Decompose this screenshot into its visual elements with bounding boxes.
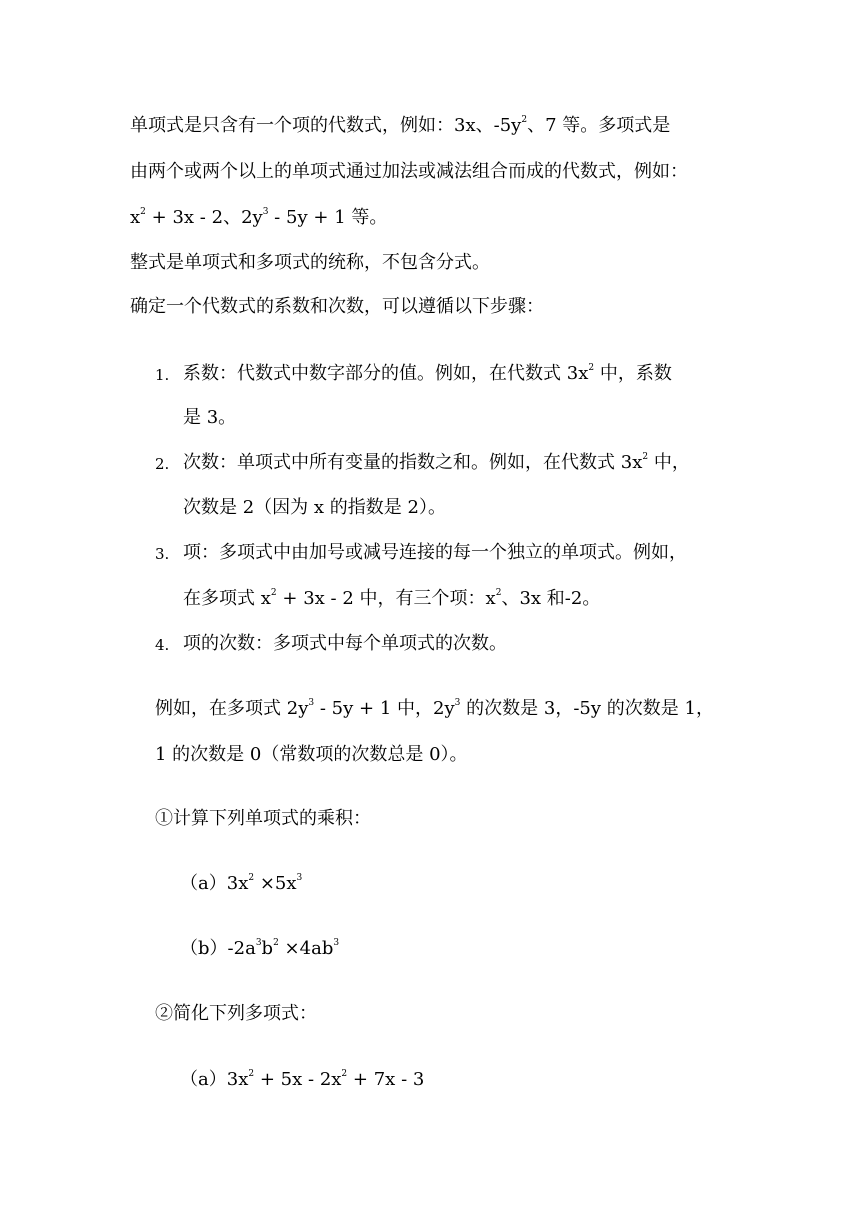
exercise-1b: $(b)-2a^3b^2 \times 4ab^3$ [180,938,340,959]
list-item-3-line-1: 项：多项式中由加号或减号连接的每一个独立的单项式。例如， [183,542,687,563]
paragraph-1-line-1: 单项式是只含有一个项的代数式，例如：3x、$-5y^2$、7 等。多项式是 [130,115,671,136]
example-line-2: 1 的次数是 0（常数项的次数总是 0）。 [155,744,468,765]
list-item-4-line-1: 项的次数：多项式中每个单项式的次数。 [183,633,507,654]
paragraph-2: 整式是单项式和多项式的统称，不包含分式。 [130,252,490,273]
exercise-1a: $(a)3x^2 \times 5x^3$ [180,873,303,894]
example-line-1: 例如，在多项式 $2y^3 - 5y + 1$ 中，$2y^3$ 的次数是 3，-5y 的次数是 1， [155,698,714,719]
list-item-3-number: 3. [155,545,170,563]
list-item-1-number: 1. [155,366,170,384]
list-item-1-line-1: 系数：代数式中数字部分的值。例如，在代数式 $3x^2$ 中，系数 [183,363,672,384]
paragraph-1-line-3: $x^2 + 3x - 2$、$2y^3 - 5y + 1$ 等。 [130,207,388,228]
paragraph-1-line-2: 由两个或两个以上的单项式通过加法或减法组合而成的代数式，例如： [130,161,688,182]
list-item-4-number: 4. [155,636,170,654]
list-item-1-line-2: 是 3。 [183,407,237,428]
exercise-2-title: ②简化下列多项式： [155,1003,317,1024]
list-item-3-line-2: 在多项式 $x^2 + 3x - 2$ 中，有三个项：$x^2$、3x 和-2。 [183,588,601,609]
paragraph-3: 确定一个代数式的系数和次数，可以遵循以下步骤： [130,296,544,317]
list-item-2-number: 2. [155,455,170,473]
exercise-1-title: ①计算下列单项式的乘积： [155,808,371,829]
exercise-2a: $(a)3x^2 + 5x - 2x^2 + 7x - 3$ [180,1069,425,1090]
list-item-2-line-1: 次数：单项式中所有变量的指数之和。例如，在代数式 $3x^2$ 中， [183,452,690,473]
list-item-2-line-2: 次数是 2（因为 x 的指数是 2）。 [183,497,446,518]
